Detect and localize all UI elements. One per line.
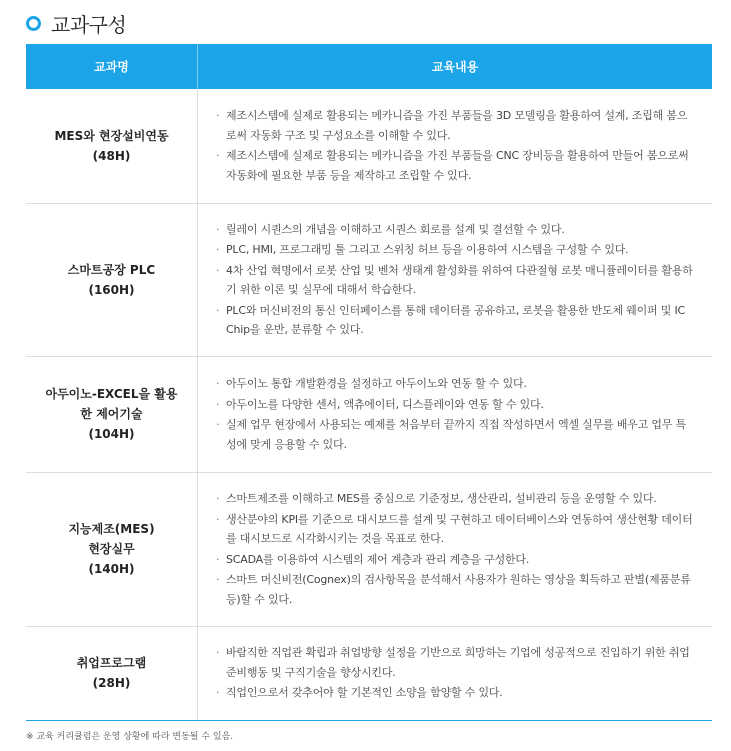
course-name-cell bbox=[26, 472, 198, 626]
course-name-cell bbox=[26, 89, 198, 203]
bullet-dot: · bbox=[216, 646, 220, 660]
table-header-row bbox=[26, 44, 712, 89]
content-text: 제조시스템에 실제로 활용되는 메카니즘을 가진 부품들을 3D 모델링을 활용하여 설계, 조립해 봄으로써 자동화 구조 및 구성요소를 이해할 수 있다. bbox=[226, 109, 688, 142]
content-item bbox=[216, 683, 694, 703]
content-item bbox=[216, 550, 694, 570]
curriculum-footnote: ※ 교육 커리큘럼은 운영 상황에 따라 변동될 수 있음. bbox=[26, 732, 234, 742]
content-list bbox=[216, 106, 694, 185]
content-text: 생산분야의 KPI를 기준으로 대시보드를 설계 및 구현하고 데이터베이스와 연동하여 생산현황 데이터를 대시보드로 시각화시키는 것을 목표로 한다. bbox=[226, 512, 693, 545]
table-row bbox=[26, 356, 712, 472]
course-content-cell bbox=[198, 356, 713, 472]
course-hours: (104H) bbox=[88, 427, 135, 441]
content-item bbox=[216, 220, 694, 240]
content-text: 실제 업무 현장에서 사용되는 예제를 처음부터 끝까지 직접 작성하면서 엑셀 실무를 배우고 업무 특성에 맞게 응용할 수 있다. bbox=[226, 418, 686, 451]
course-name: 지능제조(MES) 현장실무 bbox=[68, 522, 155, 556]
course-name: MES와 현장설비연동 bbox=[54, 128, 169, 143]
bullet-dot: · bbox=[216, 552, 220, 566]
content-text: 스마트 머신비전(Cognex)의 검사항목을 분석해서 사용자가 원하는 영상을 획득하고 판별(제품분류 등)할 수 있다. bbox=[226, 573, 691, 606]
bullet-dot: · bbox=[216, 397, 220, 411]
bullet-dot: · bbox=[216, 243, 220, 256]
table-row bbox=[26, 89, 712, 203]
course-name-cell bbox=[26, 203, 198, 356]
column-header-content: 교육내용 bbox=[198, 44, 713, 89]
bullet-dot: · bbox=[216, 686, 220, 700]
table-row bbox=[26, 626, 712, 720]
course-hours: (48H) bbox=[92, 148, 131, 163]
content-text: 릴레이 시퀀스의 개념을 이해하고 시퀀스 회로를 설계 및 결선할 수 있다. bbox=[226, 222, 565, 236]
content-list bbox=[216, 220, 694, 340]
content-text: 제조시스템에 실제로 활용되는 메카니즘을 가진 부품들을 CNC 장비등을 활용하여 만들어 봄으로써 자동화에 필요한 부품 등을 제작하고 조립할 수 있다. bbox=[226, 149, 689, 182]
content-text: 스마트제조를 이해하고 MES를 중심으로 기준정보, 생산관리, 설비관리 등을 운영할 수 있다. bbox=[226, 492, 657, 505]
bullet-dot: · bbox=[216, 377, 220, 390]
bullet-dot: · bbox=[216, 263, 220, 277]
content-text: PLC, HMI, 프로그래밍 툴 그리고 스위칭 허브 등을 이용하여 시스템을 구성할 수 있다. bbox=[226, 243, 629, 256]
content-item bbox=[216, 643, 694, 682]
content-text: PLC와 머신비전의 통신 인터페이스를 통해 데이터를 공유하고, 로봇을 활용한 반도체 웨이퍼 및 IC Chip을 운반, 분류할 수 있다. bbox=[226, 303, 685, 336]
content-item bbox=[216, 146, 694, 185]
content-item bbox=[216, 374, 694, 394]
table-row bbox=[26, 472, 712, 626]
content-list bbox=[216, 374, 694, 454]
content-text: 4차 산업 혁명에서 로봇 산업 및 벤처 생태계 활성화를 위하여 다관절형 로봇 매니퓰레이터를 활용하기 위한 이론 및 실무에 대해서 학습한다. bbox=[226, 263, 693, 296]
circle-bullet-icon bbox=[26, 16, 41, 31]
content-item bbox=[216, 261, 694, 300]
bullet-dot: · bbox=[216, 109, 220, 123]
content-item bbox=[216, 395, 694, 415]
content-text: 아두이노를 다양한 센서, 액츄에이터, 디스플레이와 연동 할 수 있다. bbox=[226, 397, 544, 411]
course-name-cell bbox=[26, 356, 198, 472]
bullet-dot: · bbox=[216, 492, 220, 505]
content-text: 직업인으로서 갖추어야 할 기본적인 소양을 함양할 수 있다. bbox=[226, 686, 503, 700]
course-name: 취업프로그램 bbox=[76, 656, 147, 670]
table-row bbox=[26, 203, 712, 356]
bullet-dot: · bbox=[216, 222, 220, 236]
content-item bbox=[216, 510, 694, 549]
content-item bbox=[216, 415, 694, 454]
course-content-cell bbox=[198, 472, 713, 626]
bullet-dot: · bbox=[216, 149, 220, 163]
course-content-cell bbox=[198, 626, 713, 720]
course-hours: (160H) bbox=[88, 282, 135, 297]
content-text: 아두이노 통합 개발환경을 설정하고 아두이노와 연동 할 수 있다. bbox=[226, 377, 527, 390]
course-hours: (28H) bbox=[92, 676, 131, 690]
section-header bbox=[26, 8, 126, 38]
column-header-course-name: 교과명 bbox=[26, 44, 198, 89]
curriculum-table bbox=[26, 44, 712, 721]
content-item bbox=[216, 301, 694, 340]
content-text: SCADA를 이용하여 시스템의 제어 계층과 관리 계층을 구성한다. bbox=[226, 552, 530, 566]
content-item bbox=[216, 240, 694, 260]
bullet-dot: · bbox=[216, 303, 220, 317]
bullet-dot: · bbox=[216, 512, 220, 526]
course-hours: (140H) bbox=[88, 562, 135, 576]
content-text: 바람직한 직업관 확립과 취업방향 설정을 기반으로 희망하는 기업에 성공적으로 진입하기 위한 취업준비행동 및 구직기술을 향상시킨다. bbox=[226, 646, 690, 679]
bullet-dot: · bbox=[216, 573, 220, 586]
content-item bbox=[216, 489, 694, 509]
content-list bbox=[216, 489, 694, 609]
content-list bbox=[216, 643, 694, 703]
course-content-cell bbox=[198, 203, 713, 356]
bullet-dot: · bbox=[216, 418, 220, 431]
course-name-cell bbox=[26, 626, 198, 720]
course-name: 아두이노-EXCEL을 활용한 제어기술 bbox=[45, 387, 178, 421]
content-item bbox=[216, 106, 694, 145]
content-item bbox=[216, 570, 694, 609]
section-title: 교과구성 bbox=[51, 12, 127, 37]
course-content-cell bbox=[198, 89, 713, 203]
course-name: 스마트공장 PLC bbox=[67, 262, 156, 277]
